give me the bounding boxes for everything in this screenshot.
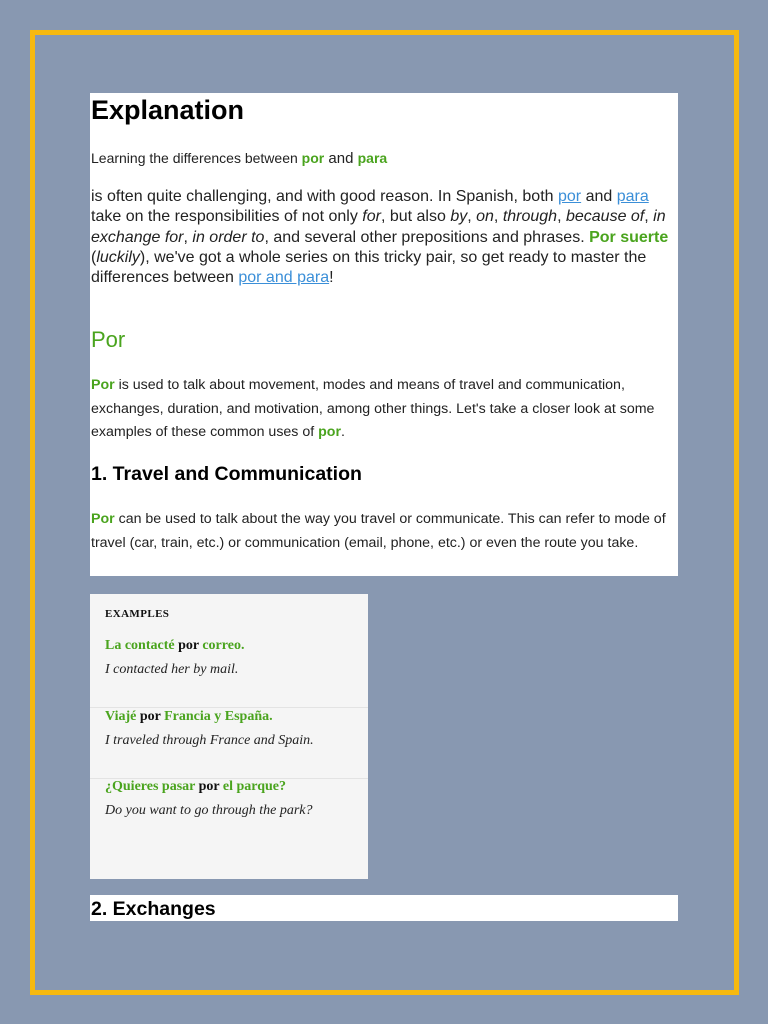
example-english: I traveled through France and Spain. (105, 733, 314, 748)
intro-text-c: take on the responsibilities of not only (91, 208, 363, 226)
intro-text-j: , and several other prepositions and phrases. (264, 228, 590, 246)
example-item (90, 709, 368, 779)
intro-paragraph (91, 187, 671, 288)
example-spanish (105, 709, 273, 725)
travel-paragraph (91, 508, 677, 555)
lead-text: Learning the differences between (91, 150, 302, 166)
sep: , (557, 208, 566, 226)
sep: , (467, 208, 477, 226)
por-term: Por (91, 377, 115, 393)
examples-heading: EXAMPLES (105, 608, 170, 620)
es-post: el parque? (219, 779, 286, 794)
italic-in-order-to: in order to (192, 228, 265, 246)
sep: , (644, 208, 654, 226)
italic-on: on (476, 208, 494, 226)
por-term: Por (91, 511, 115, 527)
es-pre: ¿Quieres pasar (105, 779, 199, 794)
period: . (340, 424, 345, 440)
italic-through: through (502, 208, 558, 226)
para-term: para (357, 150, 388, 166)
examples-box (90, 594, 368, 879)
por-suerte-term: Por suerte (589, 228, 669, 246)
example-item (90, 638, 368, 708)
intro-text-l: ), we've got a whole series on this tricky pair, so get ready to master the differences between (91, 248, 647, 287)
es-post: Francia y España. (160, 709, 273, 724)
example-item (90, 779, 368, 849)
lead-and: and (324, 150, 358, 167)
es-post: correo. (198, 638, 245, 653)
italic-for: for (362, 208, 381, 226)
explanation-card (90, 93, 678, 576)
example-spanish (105, 638, 244, 654)
es-pre: La contacté (105, 638, 179, 653)
explanation-title: Explanation (91, 95, 245, 125)
exchanges-heading: 2. Exchanges (91, 898, 216, 920)
example-spanish (105, 779, 286, 795)
sep: , (183, 228, 193, 246)
italic-luckily: luckily (96, 248, 140, 266)
example-english: Do you want to go through the park? (105, 803, 313, 818)
por-paragraph-text: is used to talk about movement, modes and means of travel and communication, exchanges, duration, and motivation, among other things. Let's take a closer look at some examples of these common uses of (91, 377, 655, 440)
travel-paragraph-text: can be used to talk about the way you travel or communicate. This can refer to mode of travel (car, train, etc.) or communication (email, phone, etc.) or even the route you take. (91, 511, 666, 551)
example-english: I contacted her by mail. (105, 662, 239, 677)
keyword-por: por (198, 779, 220, 794)
lead-sentence (91, 150, 387, 167)
por-and-para-link[interactable]: por and para (238, 269, 330, 287)
intro-text-m: ! (329, 269, 334, 287)
keyword-por: por (139, 709, 161, 724)
italic-because-of: because of (565, 208, 645, 226)
italic-in-exchange-for: in exchange for (91, 208, 666, 246)
italic-by: by (450, 208, 468, 226)
sep: ( (91, 248, 97, 266)
sep: , (493, 208, 503, 226)
es-pre: Viajé (105, 709, 140, 724)
por-term: por (318, 424, 341, 440)
por-paragraph (91, 374, 677, 445)
exchanges-section (90, 895, 678, 921)
intro-text-b: and (581, 188, 617, 205)
intro-text-d: , but also (380, 208, 451, 226)
intro-text-a: is often quite challenging, and with good reason. In Spanish, both (91, 188, 558, 205)
por-link[interactable]: por (558, 188, 582, 205)
por-term: por (301, 150, 325, 166)
travel-heading: 1. Travel and Communication (91, 463, 362, 485)
keyword-por: por (178, 638, 199, 653)
para-link[interactable]: para (616, 188, 649, 205)
por-heading: Por (91, 327, 126, 352)
